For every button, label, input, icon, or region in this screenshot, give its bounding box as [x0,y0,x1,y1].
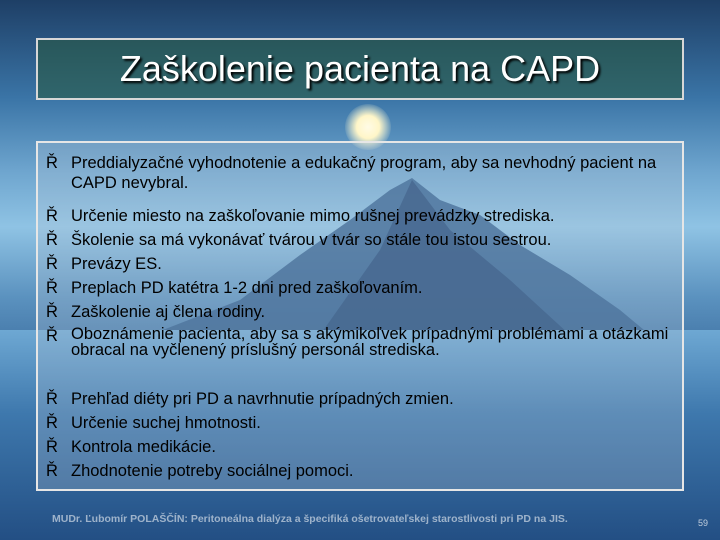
bullet-text: Oboznámenie pacienta, aby sa s akýmikoľvek prípadnými problémami a otázkami obracal na vyčlenený príslušný personál strediska. [71,325,669,359]
footer-author-text: MUDr. Ľubomír POLAŠČÍN: Peritoneálna dialýza a špecifiká ošetrovateľskej starostlivosti pri PD na JIS. [52,513,568,525]
page-number: 59 [698,518,709,528]
bullet-marker: Ř [46,462,58,480]
bullet-marker: Ř [46,303,58,321]
bullet-text: Zaškolenie aj člena rodiny. [71,303,266,321]
bullet-marker: Ř [46,207,58,225]
title-box [36,38,684,100]
bullet-text: Preplach PD katétra 1-2 dni pred zaškoľovaním. [71,279,423,297]
content-box [36,141,684,491]
bullet-text: Určenie suchej hmotnosti. [71,414,261,432]
bullet-text: Preddialyzačné vyhodnotenie a edukačný program, aby sa nevhodný pacient na CAPD nevybral. [71,154,657,192]
bullet-marker: Ř [46,390,58,408]
bullet-marker: Ř [46,154,58,172]
bullet-marker: Ř [46,231,58,249]
bullet-marker: Ř [46,438,58,456]
bullet-text: Kontrola medikácie. [71,438,216,456]
bullet-text: Zhodnotenie potreby sociálnej pomoci. [71,462,354,480]
bullet-marker: Ř [46,279,58,297]
bullet-marker: Ř [46,255,58,273]
bullet-text: Školenie sa má vykonávať tvárou v tvár so stále tou istou sestrou. [71,231,552,249]
bullet-text: Prehľad diéty pri PD a navrhnutie prípadných zmien. [71,390,454,408]
bullet-marker: Ř [46,327,58,345]
bullet-marker: Ř [46,414,58,432]
slide-title: Zaškolenie pacienta na CAPD [119,48,601,89]
bullet-text: Prevázy ES. [71,255,162,273]
bullet-text: Určenie miesto na zaškoľovanie mimo rušnej prevádzky strediska. [71,207,555,225]
